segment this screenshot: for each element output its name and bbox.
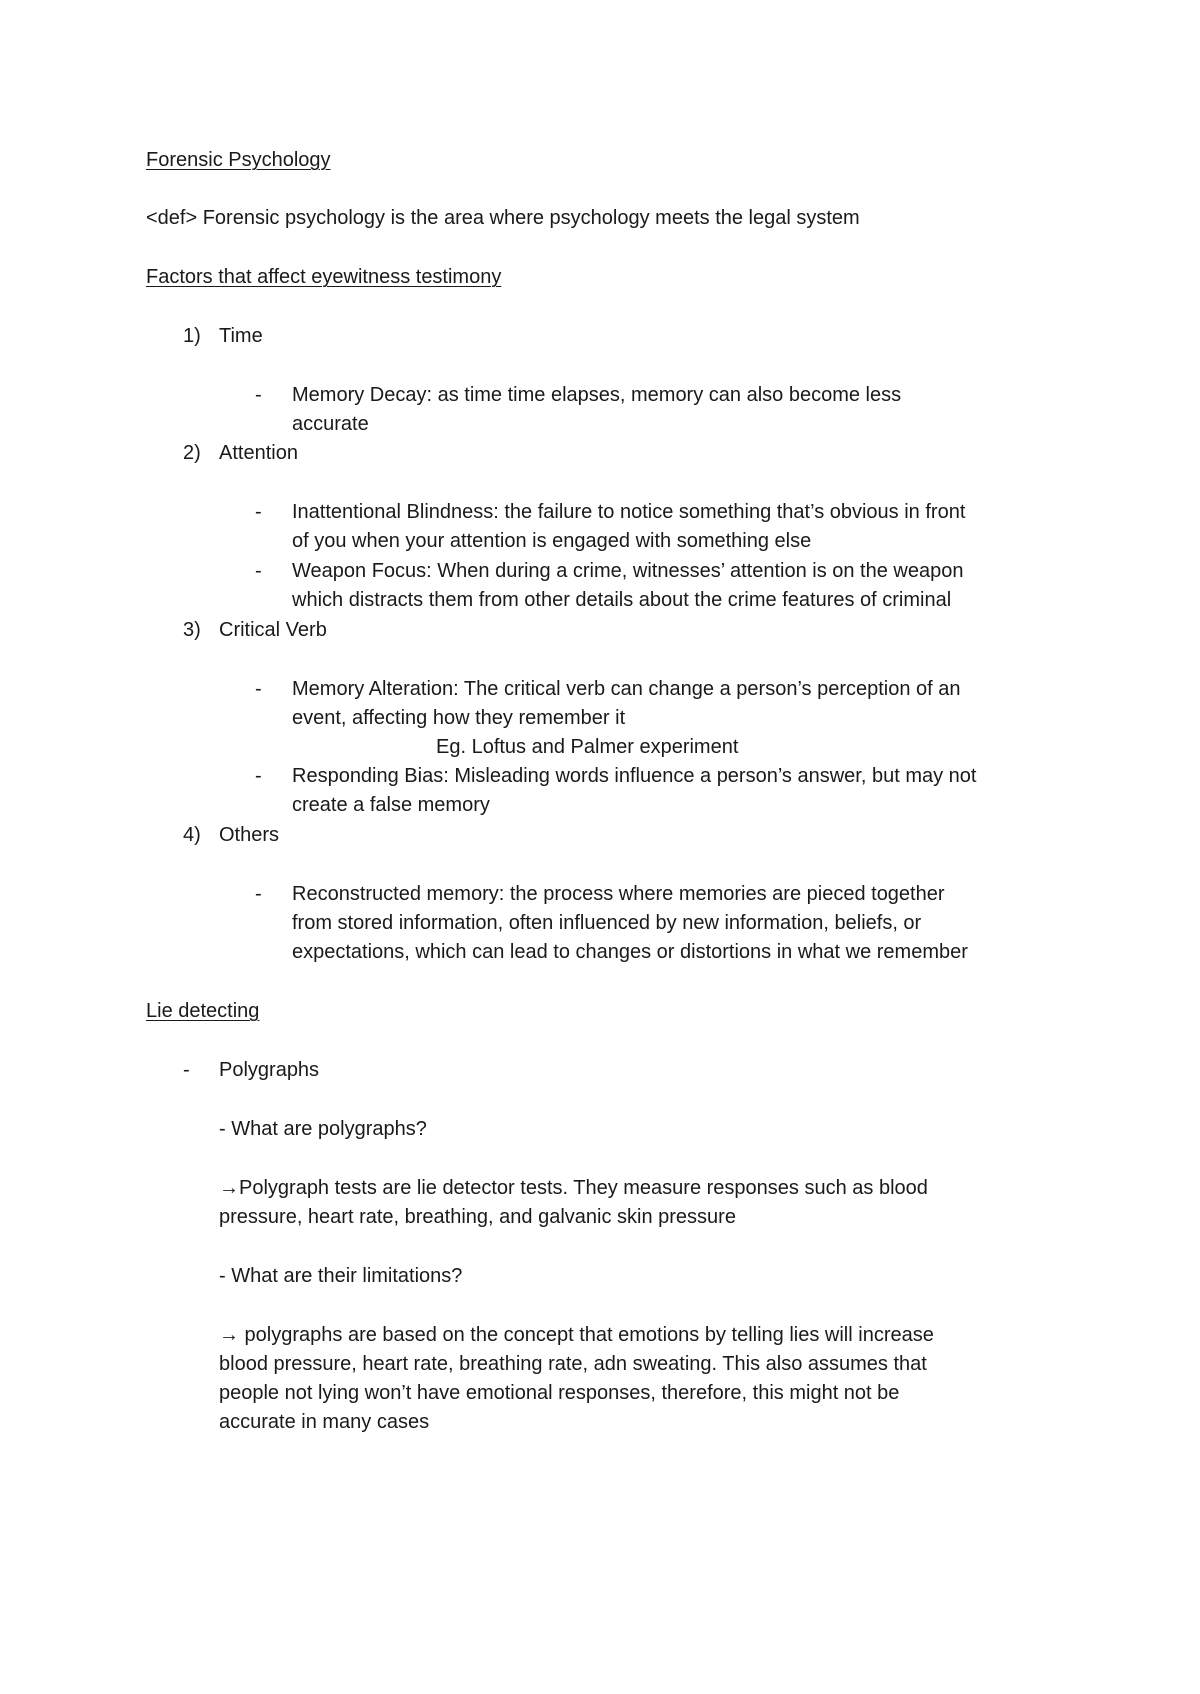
question-polygraphs: - What are polygraphs? bbox=[219, 1118, 427, 1140]
bullet-line: Responding Bias: Misleading words influence a person’s answer, but may not bbox=[292, 765, 977, 787]
answer-line: → polygraphs are based on the concept that emotions by telling lies will increase bbox=[219, 1324, 934, 1346]
bullet-line: Inattentional Blindness: the failure to notice something that’s obvious in front bbox=[292, 501, 966, 523]
bullet-line: of you when your attention is engaged with something else bbox=[292, 530, 812, 552]
item-number: 4) bbox=[183, 824, 201, 846]
bullet-dash: - bbox=[255, 384, 262, 406]
section-heading-eyewitness: Factors that affect eyewitness testimony bbox=[146, 266, 502, 288]
bullet-dash: - bbox=[255, 560, 262, 582]
item-label-critical-verb: Critical Verb bbox=[219, 619, 327, 641]
bullet-line: Memory Alteration: The critical verb can change a person’s perception of an bbox=[292, 678, 961, 700]
bullet-dash: - bbox=[255, 501, 262, 523]
answer-line: accurate in many cases bbox=[219, 1411, 430, 1433]
bullet-line: Memory Decay: as time time elapses, memory can also become less bbox=[292, 384, 902, 406]
bullet-dash: - bbox=[255, 883, 262, 905]
item-number: 1) bbox=[183, 325, 201, 347]
bullet-dash: - bbox=[183, 1059, 190, 1081]
bullet-dash: - bbox=[255, 765, 262, 787]
bullet-line: which distracts them from other details about the crime features of criminal bbox=[292, 589, 952, 611]
question-limitations: - What are their limitations? bbox=[219, 1265, 463, 1287]
item-label-others: Others bbox=[219, 824, 280, 846]
bullet-line: from stored information, often influenced by new information, beliefs, or bbox=[292, 912, 922, 934]
bullet-line: accurate bbox=[292, 413, 369, 435]
item-label-attention: Attention bbox=[219, 442, 298, 464]
bullet-line: Weapon Focus: When during a crime, witnesses’ attention is on the weapon bbox=[292, 560, 964, 582]
definition-text: <def> Forensic psychology is the area where psychology meets the legal system bbox=[146, 207, 860, 229]
item-number: 2) bbox=[183, 442, 201, 464]
bullet-line: expectations, which can lead to changes or distortions in what we remember bbox=[292, 941, 968, 963]
answer-line: pressure, heart rate, breathing, and galvanic skin pressure bbox=[219, 1206, 736, 1228]
example-text: Eg. Loftus and Palmer experiment bbox=[436, 736, 739, 758]
answer-line: blood pressure, heart rate, breathing rate, adn sweating. This also assumes that bbox=[219, 1353, 927, 1375]
answer-line: →Polygraph tests are lie detector tests. They measure responses such as blood bbox=[219, 1177, 928, 1199]
bullet-line: create a false memory bbox=[292, 794, 490, 816]
bullet-line: Reconstructed memory: the process where memories are pieced together bbox=[292, 883, 945, 905]
item-label-time: Time bbox=[219, 325, 263, 347]
section-heading-lie-detecting: Lie detecting bbox=[146, 1000, 260, 1022]
bullet-label-polygraphs: Polygraphs bbox=[219, 1059, 320, 1081]
bullet-line: event, affecting how they remember it bbox=[292, 707, 626, 729]
item-number: 3) bbox=[183, 619, 201, 641]
page-title: Forensic Psychology bbox=[146, 149, 331, 171]
bullet-dash: - bbox=[255, 678, 262, 700]
answer-line: people not lying won’t have emotional responses, therefore, this might not be bbox=[219, 1382, 900, 1404]
